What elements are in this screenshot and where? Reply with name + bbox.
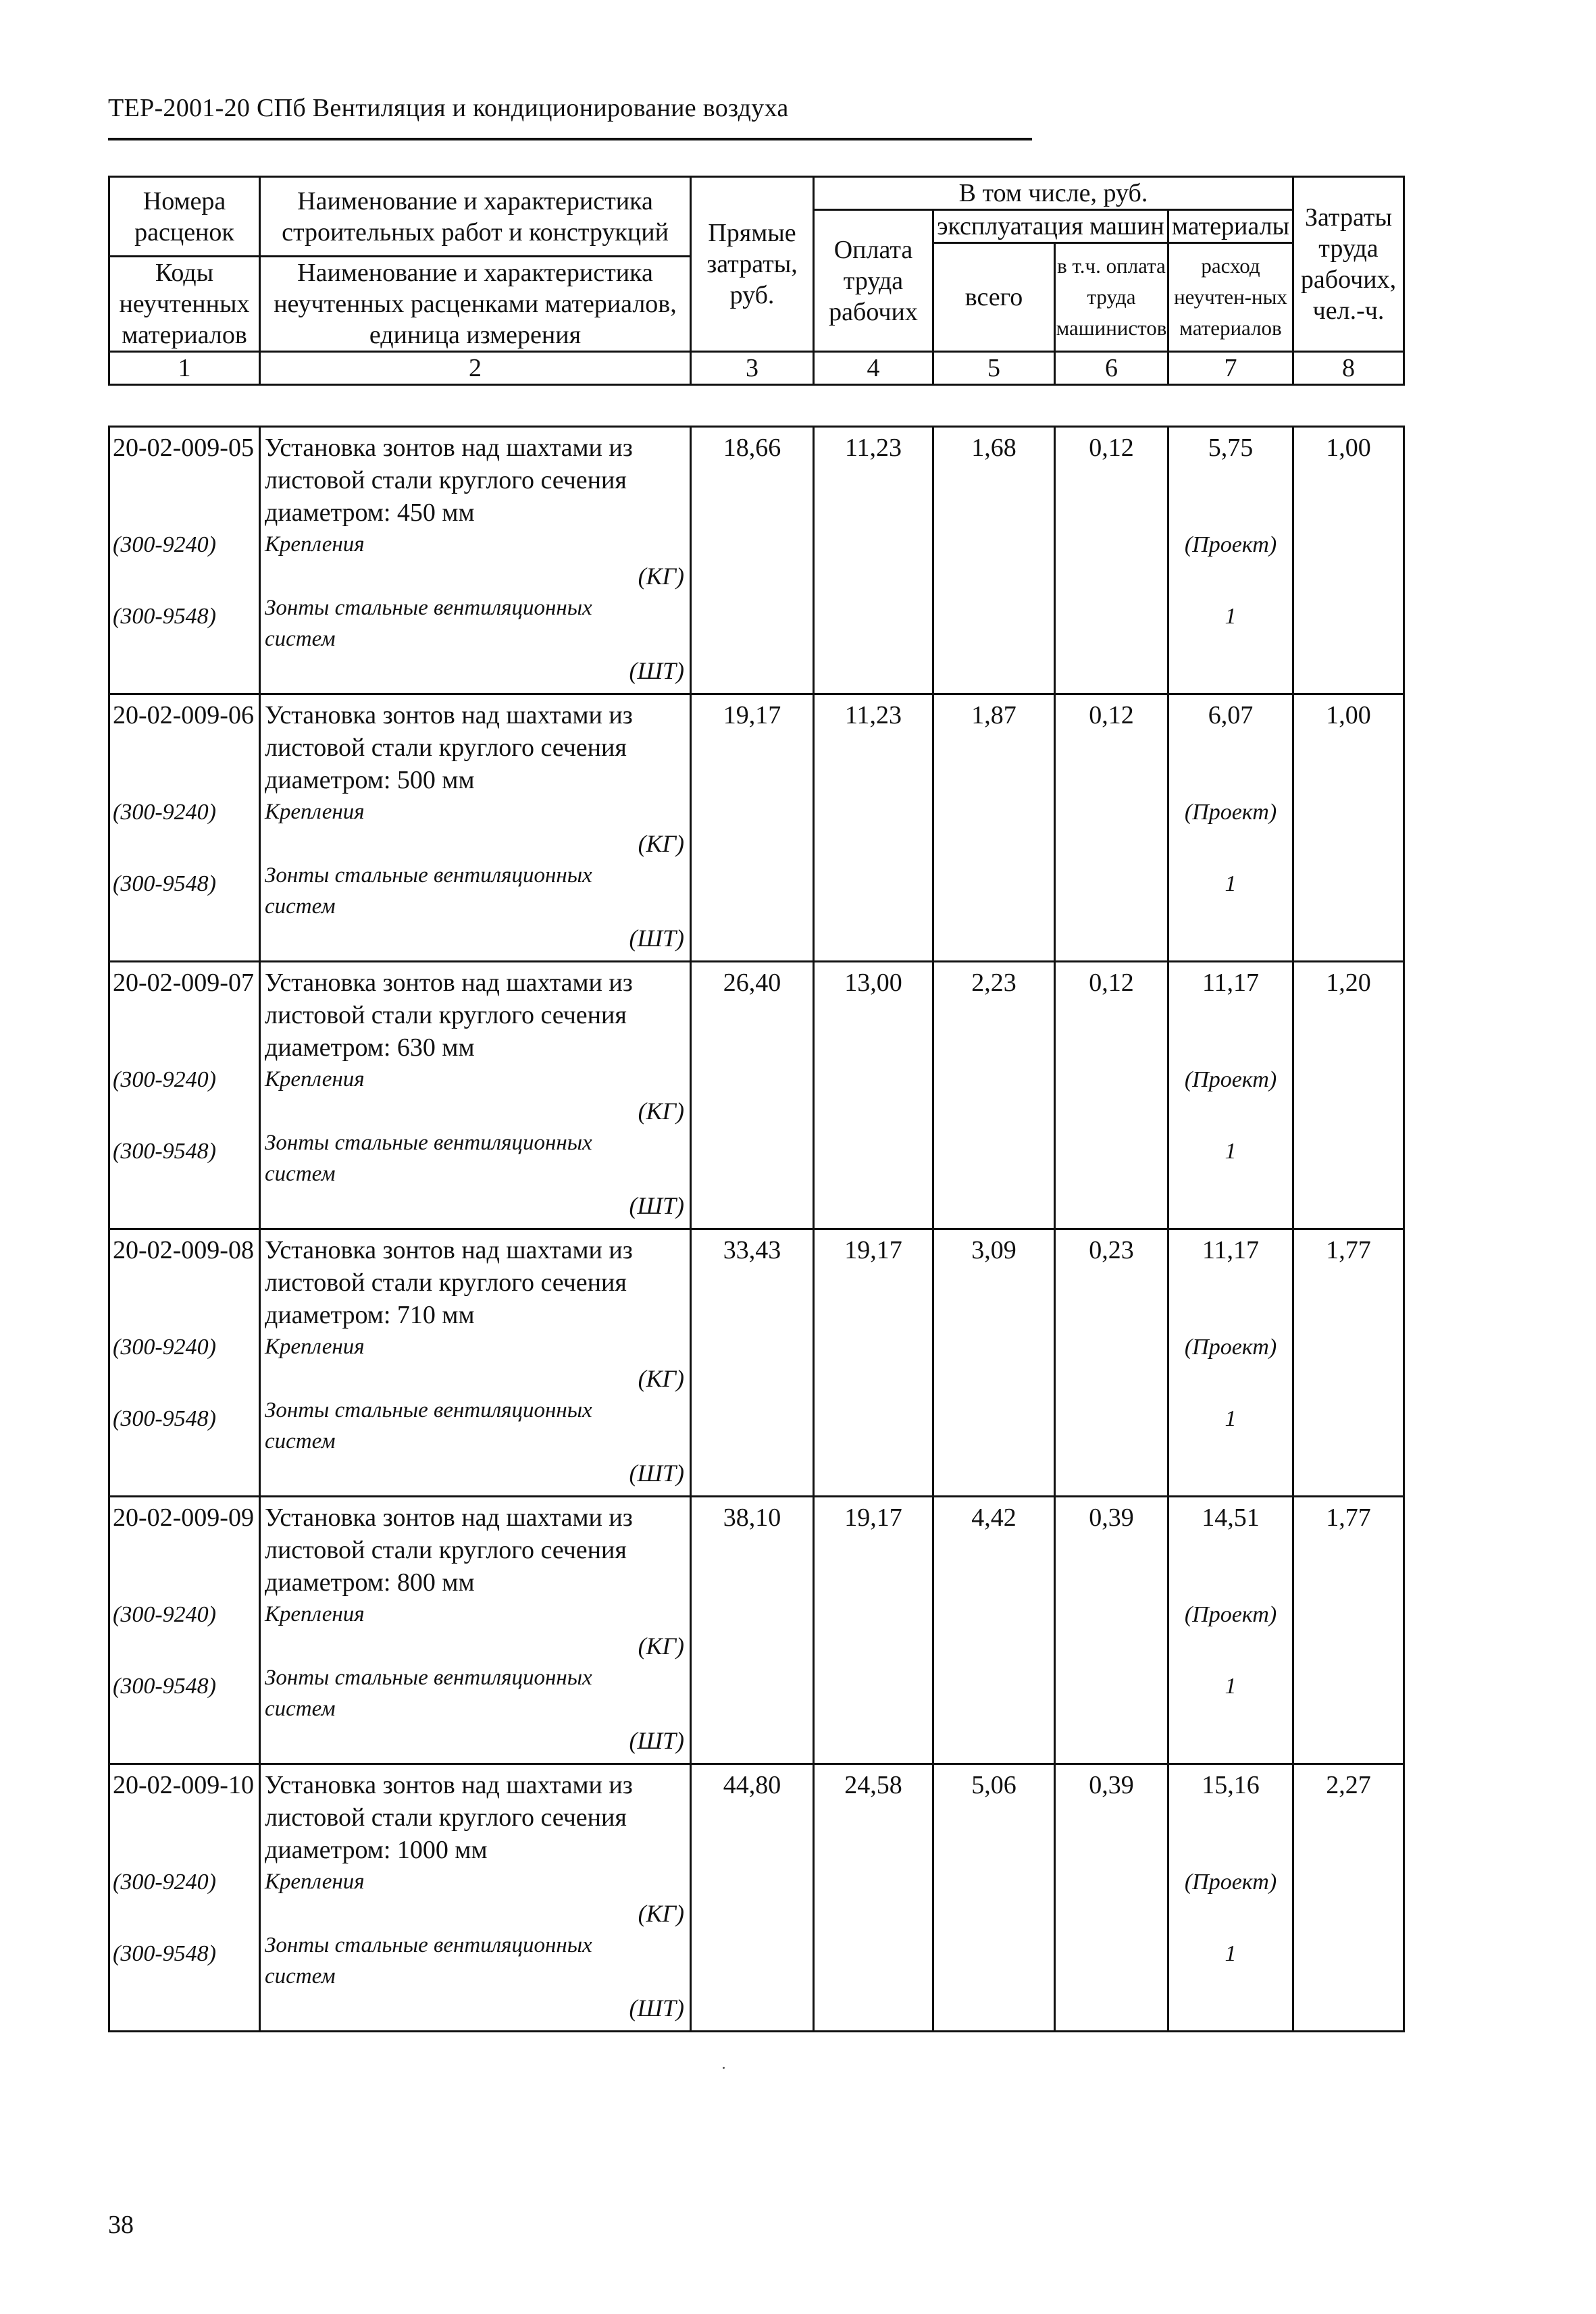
- rate-code: 20-02-009-06: [113, 701, 254, 729]
- material-name: Зонты стальные вентиляционных систем: [265, 1131, 592, 1186]
- value-direct: 26,40: [691, 962, 814, 1229]
- spacer: [1169, 1096, 1292, 1135]
- material-code: (300-9548): [113, 1941, 216, 1966]
- spacer: [1169, 561, 1292, 600]
- value-mach-labor: 0,39: [1055, 1764, 1168, 2032]
- spacer: [1169, 829, 1292, 868]
- work-name-cell: [260, 962, 691, 1229]
- material-name: Крепления: [265, 1870, 365, 1894]
- material-name: Крепления: [265, 532, 365, 557]
- material-unit: (КГ): [638, 1365, 684, 1392]
- material-code: (300-9548): [113, 871, 216, 896]
- spacer: [1169, 1534, 1292, 1599]
- work-name: Установка зонтов над шахтами из листовой стали круглого сечения диаметром: 450 мм: [265, 434, 633, 527]
- rate-code-cell: [109, 962, 260, 1229]
- spacer: [113, 1364, 259, 1403]
- column-number: 8: [1293, 352, 1404, 385]
- material-quantity: 1: [1225, 1674, 1237, 1699]
- spacer: [1169, 464, 1292, 529]
- material-code: (300-9548): [113, 1139, 216, 1164]
- spacer: [113, 561, 259, 600]
- value-mach-labor: 0,12: [1055, 427, 1168, 694]
- header-work-name: Наименование и характеристика строительных работ и конструкций: [260, 177, 691, 257]
- material-code: (300-9240): [113, 1870, 216, 1895]
- column-number: 2: [260, 352, 691, 385]
- material-name: Крепления: [265, 1335, 365, 1359]
- value-hours: 2,27: [1293, 1764, 1404, 2032]
- spacer: [113, 1801, 259, 1866]
- spacer: [1169, 999, 1292, 1064]
- material-name: Крепления: [265, 800, 365, 824]
- material-code: (300-9240): [113, 532, 216, 557]
- header-material-names: Наименование и характеристика неучтенных расценками материалов, единица измерения: [260, 257, 691, 352]
- work-name: Установка зонтов над шахтами из листовой стали круглого сечения диаметром: 500 мм: [265, 701, 633, 794]
- work-name-cell: [260, 1497, 691, 1764]
- value-mach-total: 2,23: [933, 962, 1055, 1229]
- value-materials: 5,75: [1208, 434, 1254, 462]
- material-name: Зонты стальные вентиляционных систем: [265, 1933, 592, 1988]
- value-hours: 1,77: [1293, 1497, 1404, 1764]
- table-row: [109, 1229, 1404, 1497]
- header-direct-costs: Прямые затраты, руб.: [691, 177, 814, 352]
- materials-cell: [1168, 694, 1293, 962]
- spacer: [1169, 1266, 1292, 1331]
- spacer: [113, 1631, 259, 1670]
- material-quantity: 1: [1225, 1941, 1237, 1966]
- material-code: (300-9240): [113, 1335, 216, 1360]
- header-machines: эксплуатация машин: [933, 210, 1168, 243]
- rate-code-cell: [109, 694, 260, 962]
- value-mach-labor: 0,12: [1055, 962, 1168, 1229]
- value-mach-total: 5,06: [933, 1764, 1055, 2032]
- material-name: Крепления: [265, 1602, 365, 1626]
- header-rate-numbers: Номера расценок: [109, 177, 260, 257]
- value-mach-labor: 0,39: [1055, 1497, 1168, 1764]
- material-quantity: (Проект): [1184, 532, 1277, 557]
- value-mach-total: 1,87: [933, 694, 1055, 962]
- work-name: Установка зонтов над шахтами из листовой стали круглого сечения диаметром: 800 мм: [265, 1503, 633, 1597]
- column-number: 4: [814, 352, 933, 385]
- material-name: Зонты стальные вентиляционных систем: [265, 1666, 592, 1721]
- material-name: Зонты стальные вентиляционных систем: [265, 863, 592, 919]
- rate-code: 20-02-009-08: [113, 1236, 254, 1264]
- rate-code-cell: [109, 1229, 260, 1497]
- spacer: [1169, 1899, 1292, 1938]
- value-mach-total: 1,68: [933, 427, 1055, 694]
- material-quantity: (Проект): [1184, 1067, 1277, 1092]
- table-row: [109, 427, 1404, 694]
- column-number: 5: [933, 352, 1055, 385]
- header-material-codes: Коды неучтенных материалов: [109, 257, 260, 352]
- work-name: Установка зонтов над шахтами из листовой стали круглого сечения диаметром: 630 мм: [265, 969, 633, 1062]
- work-name-cell: [260, 427, 691, 694]
- material-unit: (ШТ): [629, 1460, 684, 1487]
- rates-table: [108, 426, 1405, 2032]
- value-materials: 6,07: [1208, 701, 1254, 729]
- material-quantity: (Проект): [1184, 800, 1277, 825]
- column-number: 7: [1168, 352, 1293, 385]
- material-name: Зонты стальные вентиляционных систем: [265, 596, 592, 651]
- value-labor: 19,17: [814, 1229, 933, 1497]
- value-materials: 15,16: [1202, 1771, 1260, 1799]
- work-name-cell: [260, 1764, 691, 2032]
- work-name: Установка зонтов над шахтами из листовой стали круглого сечения диаметром: 1000 мм: [265, 1771, 633, 1864]
- value-labor: 11,23: [814, 694, 933, 962]
- material-code: (300-9240): [113, 1602, 216, 1627]
- value-hours: 1,00: [1293, 427, 1404, 694]
- materials-cell: [1168, 1229, 1293, 1497]
- value-labor: 11,23: [814, 427, 933, 694]
- spacer: [113, 1266, 259, 1331]
- value-direct: 38,10: [691, 1497, 814, 1764]
- material-name: Крепления: [265, 1067, 365, 1091]
- header-unaccounted-materials: расход неучтен-ных материалов: [1168, 243, 1293, 352]
- material-quantity: 1: [1225, 871, 1237, 896]
- value-direct: 18,66: [691, 427, 814, 694]
- column-number: 1: [109, 352, 260, 385]
- material-quantity: 1: [1225, 1139, 1237, 1164]
- spacer: [1169, 1801, 1292, 1866]
- value-hours: 1,77: [1293, 1229, 1404, 1497]
- spacer: [113, 1899, 259, 1938]
- table-row: [109, 962, 1404, 1229]
- spacer: [113, 1534, 259, 1599]
- value-materials: 11,17: [1202, 1236, 1260, 1264]
- table-header: [108, 176, 1405, 386]
- material-quantity: 1: [1225, 1406, 1237, 1431]
- page-number: 38: [108, 2211, 134, 2239]
- rate-code: 20-02-009-07: [113, 969, 254, 997]
- value-materials: 11,17: [1202, 969, 1260, 997]
- material-unit: (ШТ): [629, 1727, 684, 1754]
- work-name-cell: [260, 1229, 691, 1497]
- materials-cell: [1168, 962, 1293, 1229]
- rate-code-cell: [109, 1764, 260, 2032]
- table-row: [109, 1497, 1404, 1764]
- work-name-cell: [260, 694, 691, 962]
- table-row: [109, 1764, 1404, 2032]
- spacer: [113, 731, 259, 796]
- header-including: В том числе, руб.: [814, 177, 1293, 210]
- value-direct: 19,17: [691, 694, 814, 962]
- value-mach-total: 3,09: [933, 1229, 1055, 1497]
- value-materials: 14,51: [1202, 1503, 1260, 1532]
- material-unit: (ШТ): [629, 925, 684, 952]
- header-machines-total: всего: [933, 243, 1055, 352]
- column-number: 3: [691, 352, 814, 385]
- material-quantity: (Проект): [1184, 1602, 1277, 1627]
- header-column-numbers: [109, 352, 1404, 385]
- header-materials: материалы: [1168, 210, 1293, 243]
- material-unit: (КГ): [638, 1632, 684, 1660]
- spacer: [1169, 1631, 1292, 1670]
- rate-code: 20-02-009-09: [113, 1503, 254, 1532]
- material-quantity: 1: [1225, 604, 1237, 629]
- scan-speck: [723, 2067, 725, 2069]
- value-hours: 1,00: [1293, 694, 1404, 962]
- materials-cell: [1168, 427, 1293, 694]
- material-unit: (КГ): [638, 1098, 684, 1125]
- material-quantity: (Проект): [1184, 1335, 1277, 1360]
- material-code: (300-9240): [113, 1067, 216, 1092]
- header-operator-pay: в т.ч. оплата труда машинистов: [1055, 243, 1168, 352]
- material-quantity: (Проект): [1184, 1870, 1277, 1895]
- material-code: (300-9548): [113, 1406, 216, 1431]
- value-labor: 19,17: [814, 1497, 933, 1764]
- value-labor: 13,00: [814, 962, 933, 1229]
- spacer: [113, 999, 259, 1064]
- spacer: [1169, 731, 1292, 796]
- spacer: [113, 829, 259, 868]
- header-labor-hours: Затраты труда рабочих, чел.-ч.: [1293, 177, 1404, 352]
- material-unit: (КГ): [638, 830, 684, 857]
- material-unit: (ШТ): [629, 1995, 684, 2022]
- table-row: [109, 694, 1404, 962]
- work-name: Установка зонтов над шахтами из листовой стали круглого сечения диаметром: 710 мм: [265, 1236, 633, 1329]
- material-unit: (ШТ): [629, 1192, 684, 1219]
- header-worker-pay: Оплата труда рабочих: [814, 210, 933, 352]
- value-direct: 33,43: [691, 1229, 814, 1497]
- material-unit: (ШТ): [629, 657, 684, 684]
- spacer: [1169, 1364, 1292, 1403]
- material-name: Зонты стальные вентиляционных систем: [265, 1398, 592, 1454]
- spacer: [113, 1096, 259, 1135]
- spacer: [113, 464, 259, 529]
- column-number: 6: [1055, 352, 1168, 385]
- document-title: ТЕР-2001-20 СПб Вентиляция и кондиционирование воздуха: [108, 94, 789, 122]
- rate-code-cell: [109, 1497, 260, 1764]
- rate-code-cell: [109, 427, 260, 694]
- value-hours: 1,20: [1293, 962, 1404, 1229]
- material-unit: (КГ): [638, 1900, 684, 1927]
- value-direct: 44,80: [691, 1764, 814, 2032]
- value-mach-labor: 0,23: [1055, 1229, 1168, 1497]
- material-code: (300-9548): [113, 1674, 216, 1699]
- rate-code: 20-02-009-10: [113, 1771, 254, 1799]
- value-mach-labor: 0,12: [1055, 694, 1168, 962]
- material-code: (300-9240): [113, 800, 216, 825]
- materials-cell: [1168, 1497, 1293, 1764]
- rate-code: 20-02-009-05: [113, 434, 254, 462]
- material-code: (300-9548): [113, 604, 216, 629]
- material-unit: (КГ): [638, 563, 684, 590]
- title-rule: [108, 138, 1032, 140]
- value-mach-total: 4,42: [933, 1497, 1055, 1764]
- value-labor: 24,58: [814, 1764, 933, 2032]
- materials-cell: [1168, 1764, 1293, 2032]
